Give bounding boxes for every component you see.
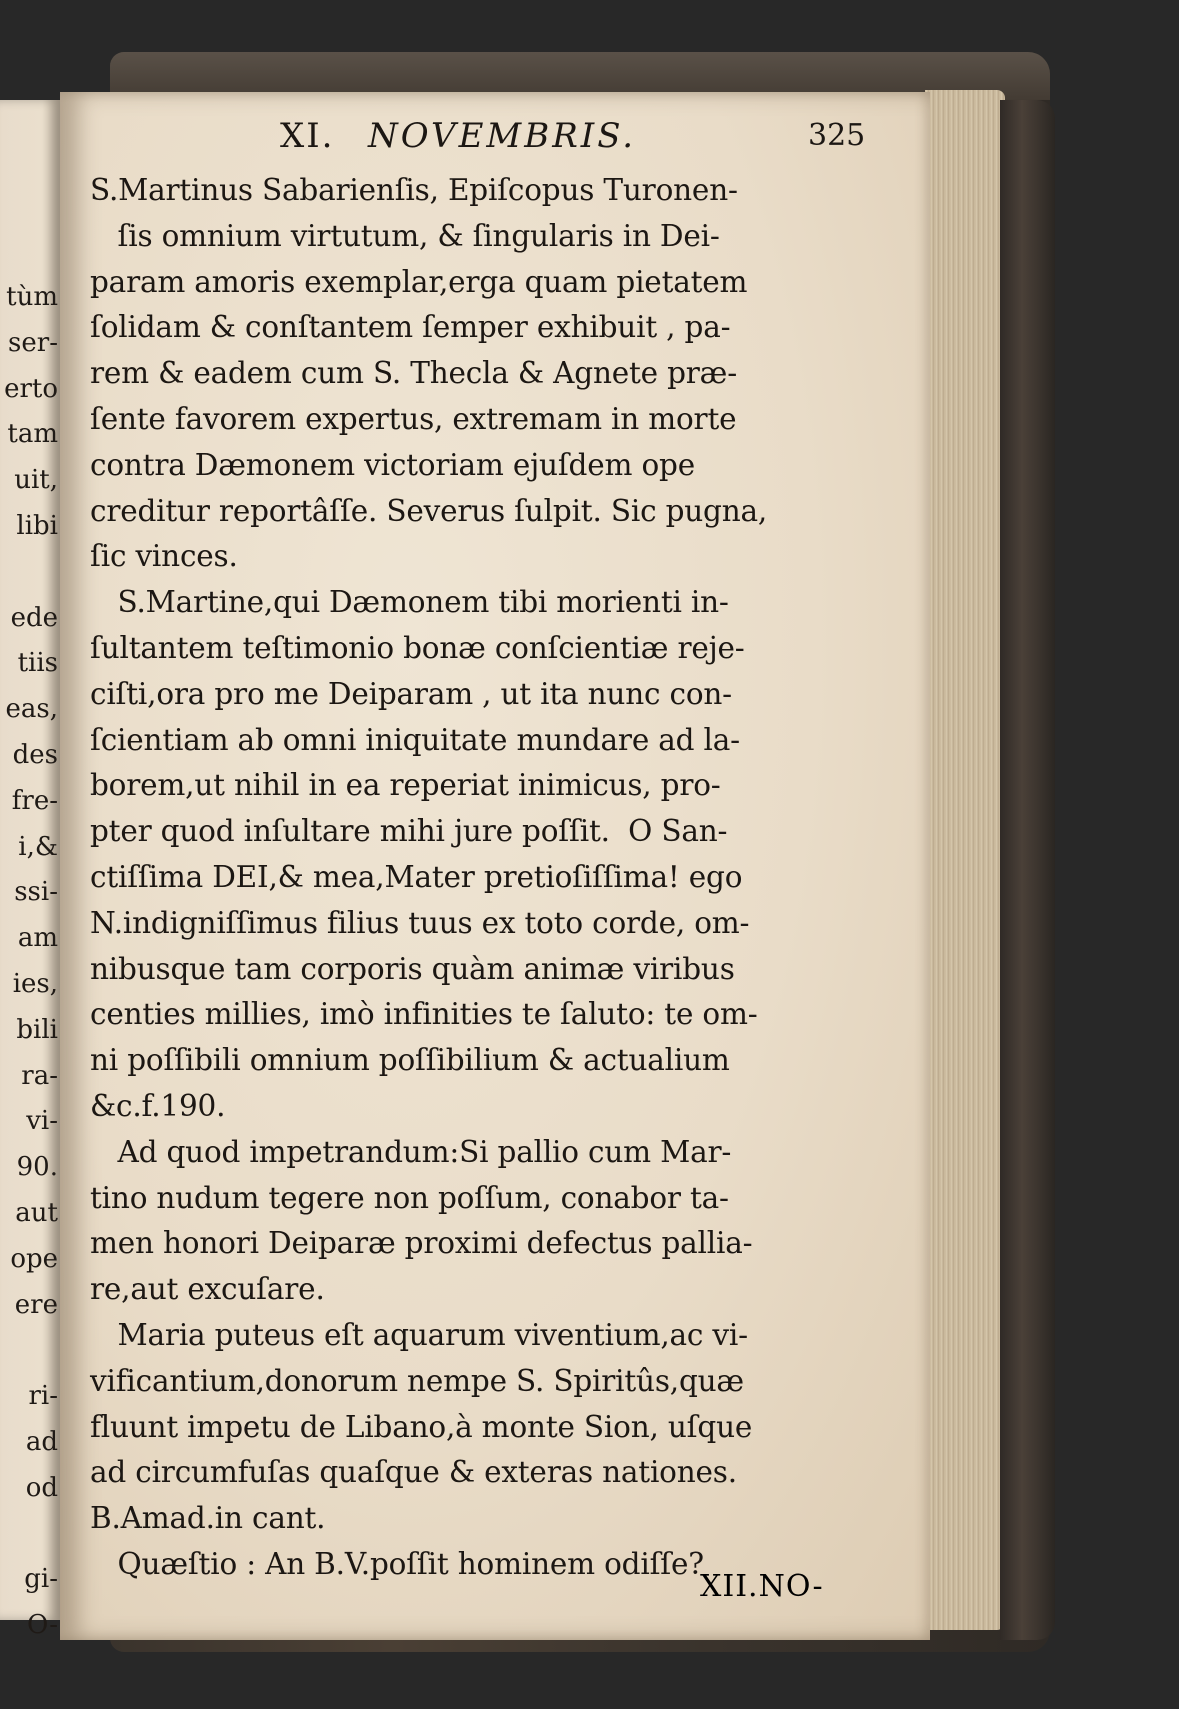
left-page-text-fragments (0, 275, 58, 1649)
text-line: ſic vinces. (90, 539, 238, 574)
left-fragment: ies, (12, 968, 58, 999)
text-line: Ad quod impetrandum:Si pallio cum Mar- (90, 1134, 732, 1169)
left-fragment: ri- (28, 1381, 58, 1412)
left-fragment: od (25, 1472, 58, 1503)
left-fragment: des (12, 739, 58, 770)
text-line: rem & eadem cum S. Thecla & Agnete præ- (90, 356, 737, 391)
left-fragment: am (17, 923, 58, 954)
text-line: &c.f.190. (90, 1088, 226, 1123)
text-line: borem,ut nihil in ea reperiat inimicus, pro- (90, 768, 721, 803)
text-line: fluunt impetu de Libano,à monte Sion, uſque (90, 1409, 753, 1444)
text-line: creditur reportâſſe. Severus ſulpit. Sic pugna, (90, 493, 768, 528)
left-fragment: ad (25, 1426, 58, 1457)
text-line: ſis omnium virtutum, & ſingularis in Dei- (90, 218, 720, 253)
text-line: S.Martine,qui Dæmonem tibi morienti in- (90, 585, 729, 620)
left-fragment: O- (26, 1610, 58, 1641)
left-fragment: tam (7, 419, 58, 450)
left-fragment: 90. (16, 1152, 58, 1183)
text-line: S.Martinus Sabarienſis, Epiſcopus Turonen- (90, 173, 738, 207)
running-header (90, 112, 880, 168)
page-content (90, 112, 880, 1588)
text-line: pter quod inſultare mihi jure poſſit. O San- (90, 814, 728, 849)
text-line: B.Amad.in cant. (90, 1501, 326, 1536)
text-line: ad circumfuſas quaſque & exteras nationes. (90, 1455, 737, 1490)
left-fragment: tiis (17, 648, 58, 679)
text-line: ſultantem teſtimonio bonæ conſcientiæ reje- (90, 630, 745, 665)
text-line: N.indigniſſimus filius tuus ex toto corde, om- (90, 905, 750, 940)
text-line: Maria puteus eſt aquarum viventium,ac vi- (90, 1317, 748, 1352)
text-line: nibusque tam corporis quàm animæ viribus (90, 951, 735, 986)
page-number: 325 (808, 118, 866, 153)
text-line: ni poſſibili omnium poſſibilium & actualium (90, 1043, 730, 1078)
left-fragment: ere (14, 1289, 58, 1320)
left-fragment: ede (10, 602, 58, 633)
left-fragment: erto (4, 373, 58, 404)
text-line: contra Dæmonem victoriam ejuſdem ope (90, 447, 695, 482)
right-page (60, 92, 930, 1640)
left-fragment: fre- (11, 785, 58, 816)
text-line: men honori Deiparæ proximi defectus pallia- (90, 1226, 753, 1261)
text-line: re,aut excuſare. (90, 1272, 325, 1307)
left-fragment: libi (16, 510, 58, 541)
back-board (1000, 100, 1055, 1640)
left-fragment: eas, (5, 694, 58, 725)
text-line: centies millies, imò infinities te ſaluto: te om- (90, 997, 758, 1032)
left-fragment: bili (16, 1014, 58, 1045)
page-edges (925, 90, 1005, 1630)
text-line: ſolidam & conſtantem ſemper exhibuit , pa- (90, 310, 731, 345)
text-line: ſcientiam ab omni iniquitate mundare ad la- (90, 722, 740, 757)
left-fragment: aut (15, 1197, 58, 1228)
text-line: Quæſtio : An B.V.poſſit hominem odiſſe? (90, 1546, 704, 1581)
header-month: NOVEMBRIS. (368, 116, 637, 156)
left-fragment: ser- (8, 327, 58, 358)
left-fragment (0, 1328, 58, 1374)
left-fragment: i,& (18, 831, 58, 862)
text-line: ſente favorem expertus, extremam in morte (90, 401, 737, 436)
catchword: XII.NO- (700, 1569, 824, 1604)
text-line: vificantium,donorum nempe S. Spiritûs,quæ (90, 1363, 744, 1398)
text-line: tino nudum tegere non poſſum, conabor ta- (90, 1180, 729, 1215)
text-line: ciſti,ora pro me Deiparam , ut ita nunc con- (90, 676, 732, 711)
text-line: param amoris exemplar,erga quam pietatem (90, 264, 748, 299)
left-fragment: ope (10, 1243, 58, 1274)
left-fragment: uit, (14, 465, 58, 496)
left-fragment (0, 1512, 58, 1558)
left-fragment: tùm (6, 282, 58, 312)
header-day: XI. (280, 116, 335, 156)
left-fragment: ra- (21, 1060, 58, 1091)
body-text (90, 168, 880, 1588)
left-facing-page (0, 100, 60, 1641)
left-fragment: gi- (24, 1564, 58, 1595)
left-fragment: vi- (26, 1106, 58, 1137)
left-fragment (0, 550, 58, 596)
text-line: ctiſſima DEI,& mea,Mater pretioſiſſima! ego (90, 859, 743, 894)
left-fragment: ssi- (14, 877, 58, 908)
